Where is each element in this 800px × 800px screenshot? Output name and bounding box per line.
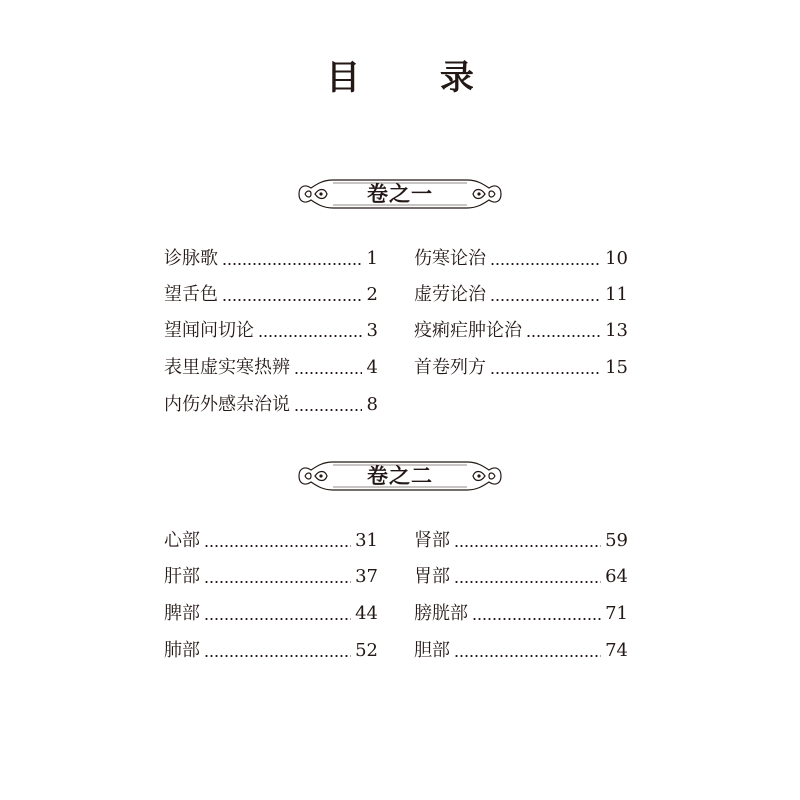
entry-page: 8 [366, 394, 378, 415]
entry-page: 1 [366, 248, 378, 269]
dot-leader [454, 570, 601, 584]
dot-leader [454, 644, 601, 658]
volume-banner-2 [293, 456, 507, 496]
entry-page: 64 [605, 566, 628, 587]
entry-title: 肾部 [414, 530, 450, 551]
dot-leader [204, 644, 351, 658]
entry-page: 52 [355, 640, 378, 661]
entry-page: 2 [366, 284, 378, 305]
entry-page: 37 [355, 566, 378, 587]
entry-page: 13 [605, 320, 628, 341]
toc-entry[interactable] [164, 601, 378, 627]
dot-leader [294, 361, 362, 375]
dot-leader [204, 534, 351, 548]
entry-title: 伤寒论治 [414, 248, 486, 269]
entry-page: 74 [605, 640, 628, 661]
toc-entry[interactable] [414, 528, 628, 554]
dot-leader [490, 288, 601, 302]
toc-entry[interactable] [164, 638, 378, 664]
toc-entry[interactable] [414, 318, 628, 344]
entry-title: 胃部 [414, 566, 450, 587]
entry-page: 59 [605, 530, 628, 551]
entry-page: 10 [605, 248, 628, 269]
toc-entry[interactable] [164, 564, 378, 590]
entry-page: 3 [366, 320, 378, 341]
entry-page: 44 [355, 603, 378, 624]
entry-title: 诊脉歌 [164, 248, 218, 269]
entry-page: 71 [605, 603, 628, 624]
toc-entry[interactable] [414, 638, 628, 664]
toc-entry[interactable] [414, 282, 628, 308]
entry-page: 31 [355, 530, 378, 551]
entry-page: 11 [605, 284, 628, 305]
entry-title: 胆部 [414, 640, 450, 661]
toc-entry[interactable] [164, 392, 378, 418]
entry-title: 表里虚实寒热辨 [164, 357, 290, 378]
entry-title: 肝部 [164, 566, 200, 587]
dot-leader [222, 252, 362, 266]
toc-entry[interactable] [164, 282, 378, 308]
entry-title: 心部 [164, 530, 200, 551]
dot-leader [204, 607, 351, 621]
entry-page: 15 [605, 357, 628, 378]
entry-title: 疫痢疟肿论治 [414, 320, 522, 341]
toc-entry[interactable] [164, 318, 378, 344]
entry-title: 首卷列方 [414, 357, 486, 378]
dot-leader [490, 361, 601, 375]
dot-leader [526, 324, 601, 338]
dot-leader [490, 252, 601, 266]
dot-leader [204, 570, 351, 584]
toc-entry[interactable] [164, 246, 378, 272]
volume-banner-1 [293, 174, 507, 214]
entry-title: 脾部 [164, 603, 200, 624]
toc-entry[interactable] [164, 355, 378, 381]
dot-leader [258, 324, 362, 338]
volume-label: 卷之一 [367, 181, 433, 206]
entry-title: 内伤外感杂治说 [164, 394, 290, 415]
toc-entry[interactable] [414, 246, 628, 272]
dot-leader [294, 398, 362, 412]
dot-leader [454, 534, 601, 548]
toc-entry[interactable] [164, 528, 378, 554]
dot-leader [472, 607, 601, 621]
entry-page: 4 [366, 357, 378, 378]
toc-entry[interactable] [414, 355, 628, 381]
dot-leader [222, 288, 362, 302]
entry-title: 肺部 [164, 640, 200, 661]
volume-label: 卷之二 [367, 463, 433, 488]
toc-entry[interactable] [414, 564, 628, 590]
entry-title: 望闻问切论 [164, 320, 254, 341]
page-title: 目 录 [326, 58, 508, 98]
entry-title: 虚劳论治 [414, 284, 486, 305]
entry-title: 膀胱部 [414, 603, 468, 624]
entry-title: 望舌色 [164, 284, 218, 305]
toc-entry[interactable] [414, 601, 628, 627]
